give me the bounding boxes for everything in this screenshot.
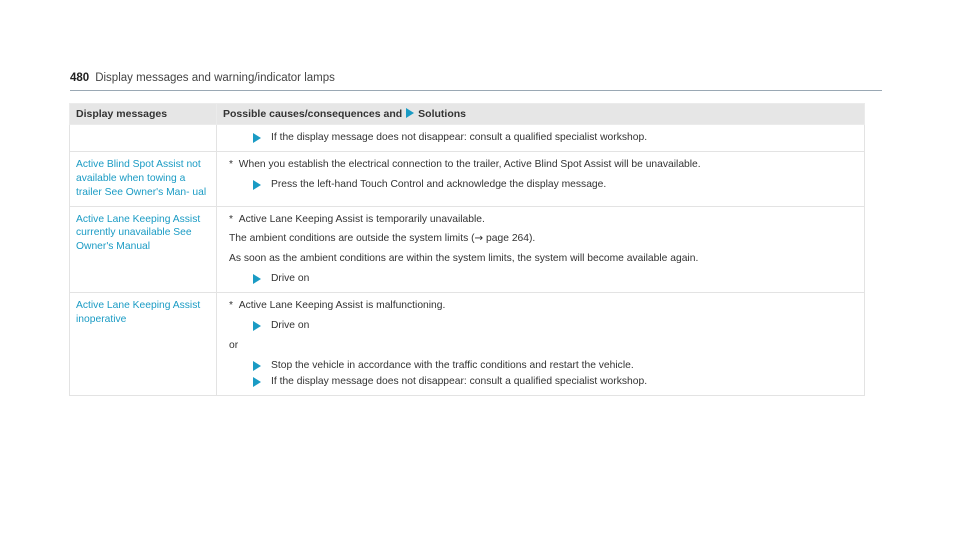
cause-line (223, 299, 858, 313)
asterisk: * (229, 213, 234, 225)
solution-cell (217, 293, 865, 395)
cause-text: When you establish the electrical connection to the trailer, Active Blind Spot Assist will be unavailable. (238, 158, 701, 170)
asterisk: * (229, 300, 234, 312)
solution-step (223, 375, 858, 389)
table-row (70, 206, 865, 293)
table-row (70, 125, 865, 152)
message-cell: Active Lane Keeping Assist inoperative (70, 293, 217, 395)
column-header-causes-label: Possible causes/consequences and (223, 107, 403, 120)
solution-step (223, 178, 858, 192)
cause-text: Active Lane Keeping Assist is temporarily unavailable. (238, 213, 485, 225)
column-header-solutions-label: Solutions (418, 107, 467, 120)
page-header (70, 72, 882, 91)
step-arrow-icon (253, 133, 261, 143)
step-text: If the display message does not disappear: consult a qualified specialist workshop. (271, 132, 648, 143)
info-text: As soon as the ambient conditions are within the system limits, the system will become available again. (229, 253, 699, 265)
info-line (223, 339, 858, 353)
step-text: If the display message does not disappear: consult a qualified specialist workshop. (271, 375, 648, 387)
step-arrow-icon (253, 377, 261, 387)
solution-arrow-icon (406, 108, 414, 118)
display-messages-table (69, 103, 865, 396)
step-text: Stop the vehicle in accordance with the traffic conditions and restart the vehicle. (271, 359, 634, 371)
page-reference-arrow-icon: → (474, 232, 484, 245)
cause-text: Active Lane Keeping Assist is malfunctioning. (238, 300, 446, 312)
solution-cell (217, 151, 865, 206)
step-text: Drive on (271, 273, 310, 285)
solution-cell (217, 125, 865, 152)
step-arrow-icon (253, 321, 261, 331)
solution-step (223, 359, 858, 373)
info-line (223, 232, 858, 246)
step-arrow-icon (253, 361, 261, 371)
page-number: 480 (70, 72, 90, 84)
step-text: Press the left-hand Touch Control and acknowledge the display message. (271, 178, 607, 190)
step-text: Drive on (271, 320, 310, 332)
cause-line (223, 158, 858, 172)
page-title: Display messages and warning/indicator lamps (95, 72, 335, 84)
step-arrow-icon (253, 274, 261, 284)
message-cell: Active Blind Spot Assist not available when towing a trailer See Owner's Man- ual (70, 151, 217, 206)
info-text: or (229, 339, 239, 351)
column-header-causes (217, 104, 865, 125)
table-row (70, 293, 865, 395)
column-header-messages: Display messages (70, 104, 217, 125)
info-line (223, 252, 858, 266)
table-header-row (70, 104, 865, 125)
page-reference-link[interactable]: page 264). (486, 233, 536, 245)
table-row (70, 151, 865, 206)
step-arrow-icon (253, 180, 261, 190)
info-text: The ambient conditions are outside the system limits ( (229, 233, 475, 245)
solution-cell (217, 206, 865, 293)
asterisk: * (229, 158, 234, 170)
solution-step (223, 272, 858, 286)
solution-step (223, 131, 858, 145)
message-cell (70, 125, 217, 152)
cause-line (223, 213, 858, 227)
solution-step (223, 319, 858, 333)
message-cell: Active Lane Keeping Assist currently unavailable See Owner's Manual (70, 206, 217, 293)
